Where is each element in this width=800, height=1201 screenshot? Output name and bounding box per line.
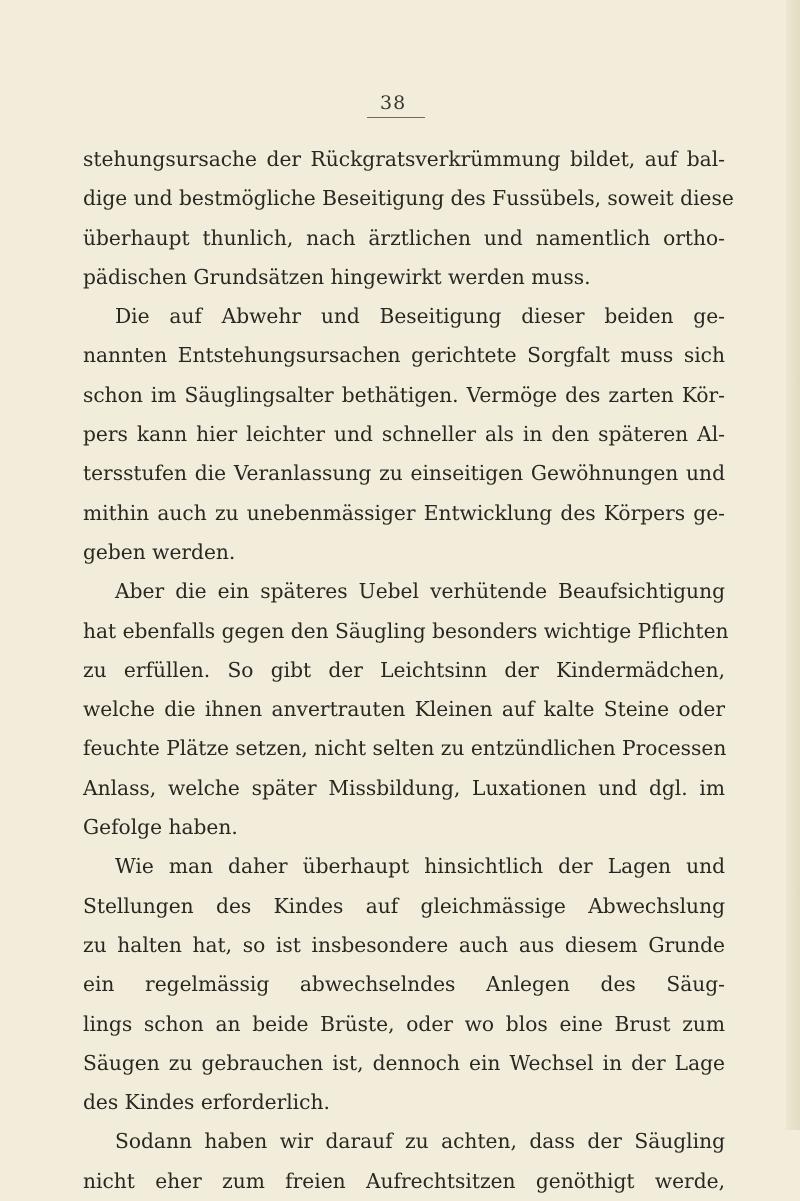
text-line-spaced: Stellungen des Kindes auf gleichmässige Abwechslung	[83, 893, 725, 918]
text-line: stehungsursache der Rückgratsverkrümmung bildet, auf bal-	[83, 147, 725, 171]
text-line: nannten Entstehungsursachen gerichtete Sorgfalt muss sich	[83, 343, 725, 368]
text-line: Wie man daher überhaupt hinsichtlich der Lagen und	[115, 854, 725, 879]
text-line: pädischen Grundsätzen hingewirkt werden muss.	[83, 264, 591, 289]
text-line: des Kindes erforderlich.	[83, 1090, 330, 1115]
text-line: überhaupt thunlich, nach ärztlichen und namentlich ortho-	[83, 225, 725, 250]
text-line: lings schon an beide Brüste, oder wo blos eine Brust zum	[83, 1011, 725, 1036]
text-line: pers kann hier leichter und schneller als in den späteren Al-	[83, 422, 725, 447]
text-line: schon im Säuglingsalter bethätigen. Vermöge des zarten Kör-	[83, 382, 725, 407]
text-line: geben werden.	[83, 539, 236, 564]
text-line: zu erfüllen. So gibt der Leichtsinn der Kindermädchen,	[83, 657, 725, 682]
text-line-spaced: ein regelmässig abwechselndes Anlegen des Säug-	[83, 972, 725, 997]
text-line: feuchte Plätze setzen, nicht selten zu entzündlichen Processen	[83, 736, 727, 761]
text-line: Gefolge haben.	[83, 815, 238, 840]
text-line: tersstufen die Veranlassung zu einseitigen Gewöhnungen und	[83, 461, 725, 486]
text-line: Die auf Abwehr und Beseitigung dieser beiden ge-	[115, 304, 725, 329]
page-edge	[786, 0, 800, 1130]
text-line: welche die ihnen anvertrauten Kleinen auf kalte Steine oder	[83, 697, 725, 722]
text-line: Säugen zu gebrauchen ist, dennoch ein Wechsel in der Lage	[83, 1050, 725, 1075]
page-number: 38	[380, 92, 407, 114]
text-line: Anlass, welche später Missbildung, Luxationen und dgl. im	[83, 775, 725, 800]
text-line-spaced: nicht eher zum freien Aufrechtsitzen genöthigt werde,	[83, 1168, 725, 1193]
page-number-rule	[367, 117, 425, 118]
text-line: mithin auch zu unebenmässiger Entwicklung des Körpers ge-	[83, 500, 725, 525]
text-line: Sodann haben wir darauf zu achten, dass der Säugling	[115, 1129, 725, 1154]
text-line: Aber die ein späteres Uebel verhütende Beaufsichtigung	[115, 579, 725, 604]
text-line: dige und bestmögliche Beseitigung des Fussübels, soweit diese	[83, 186, 734, 211]
body-text	[83, 140, 734, 1201]
text-line: hat ebenfalls gegen den Säugling besonders wichtige Pflichten	[83, 618, 729, 643]
text-line: zu halten hat, so ist insbesondere auch aus diesem Grunde	[83, 932, 725, 957]
